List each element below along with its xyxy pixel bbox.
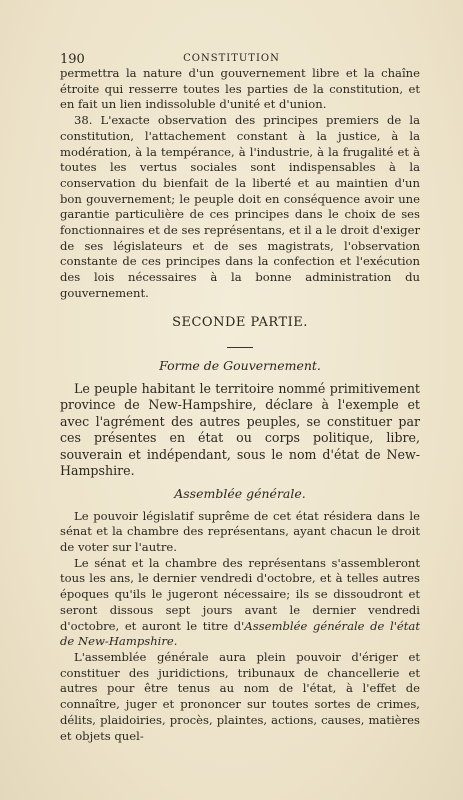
paragraph-legislative-power: Le pouvoir législatif suprême de cet état résidera dans le sénat et la chambre des représentans, ayant chacun le droit de voter sur l'autre. [60, 508, 420, 555]
page-number: 190 [60, 52, 85, 67]
article-38: 38. L'exacte observation des principes premiers de la constitution, l'attachement constant à la justice, à la modération, à la tempérance, à l'industrie, à la frugalité et à toutes les vertus sociales sont indispensables à la conservation du bienfait de la liberté et au maintien d'un bon gouvernement; le peuple doit en conséquence avoir une garantie particulière de ces principes dans le choix de ses fonctionnaires et de ses représentans, et il a le droit d'exiger de ses législateurs et de ses magistrats, l'observation constante de ces principes dans la confection et l'exécution des lois nécessaires à la bonne administration du gouvernement. [60, 113, 420, 300]
running-head: CONSTITUTION [183, 53, 280, 64]
page-body [60, 66, 420, 744]
continuation-paragraph: permettra la nature d'un gouvernement libre et la chaîne étroite qui resserre toutes les parties de la constitution, et en fait un lien indissoluble d'unité et d'union. [60, 66, 420, 112]
subhead-forme-de-gouvernement: Forme de Gouvernement. [159, 358, 321, 374]
paragraph-territory: Le peuple habitant le territoire nommé primitivement province de New-Hampshire, déclare à l'exemple et avec l'agrément des autres peuples, se constituer par ces présentes en état ou corps politique, libre, souverain et indépendant, sous le nom d'état de New-Hampshire. [60, 380, 420, 479]
assembly-title-italic: Assemblée générale de l'état de New-Hampshire. [60, 618, 420, 649]
paragraph-jurisdictions: L'assemblée générale aura plein pouvoir d'ériger et constituer des juridictions, tribunaux de chancellerie et autres pour être tenus au nom de l'état, à l'effet de connaître, juger et prononcer sur toutes sortes de crimes, délits, plaidoiries, procès, plaintes, actions, causes, matières et objets quel- [60, 649, 420, 743]
subhead-assemblee-generale: Assemblée générale. [174, 485, 306, 501]
paragraph-sessions [60, 556, 420, 650]
section-rule [227, 347, 253, 348]
part-title: SECONDE PARTIE. [172, 314, 308, 330]
paragraph-sessions-text: Le sénat et la chambre des représentans s'assembleront tous les ans, le dernier vendredi d'octobre, et à telles autres époques qu'ils le jugeront nécessaire; ils se dissoudront et seront dissous sept jours avant le dernier vendredi d'octobre, et auront le titre d' [60, 555, 420, 633]
